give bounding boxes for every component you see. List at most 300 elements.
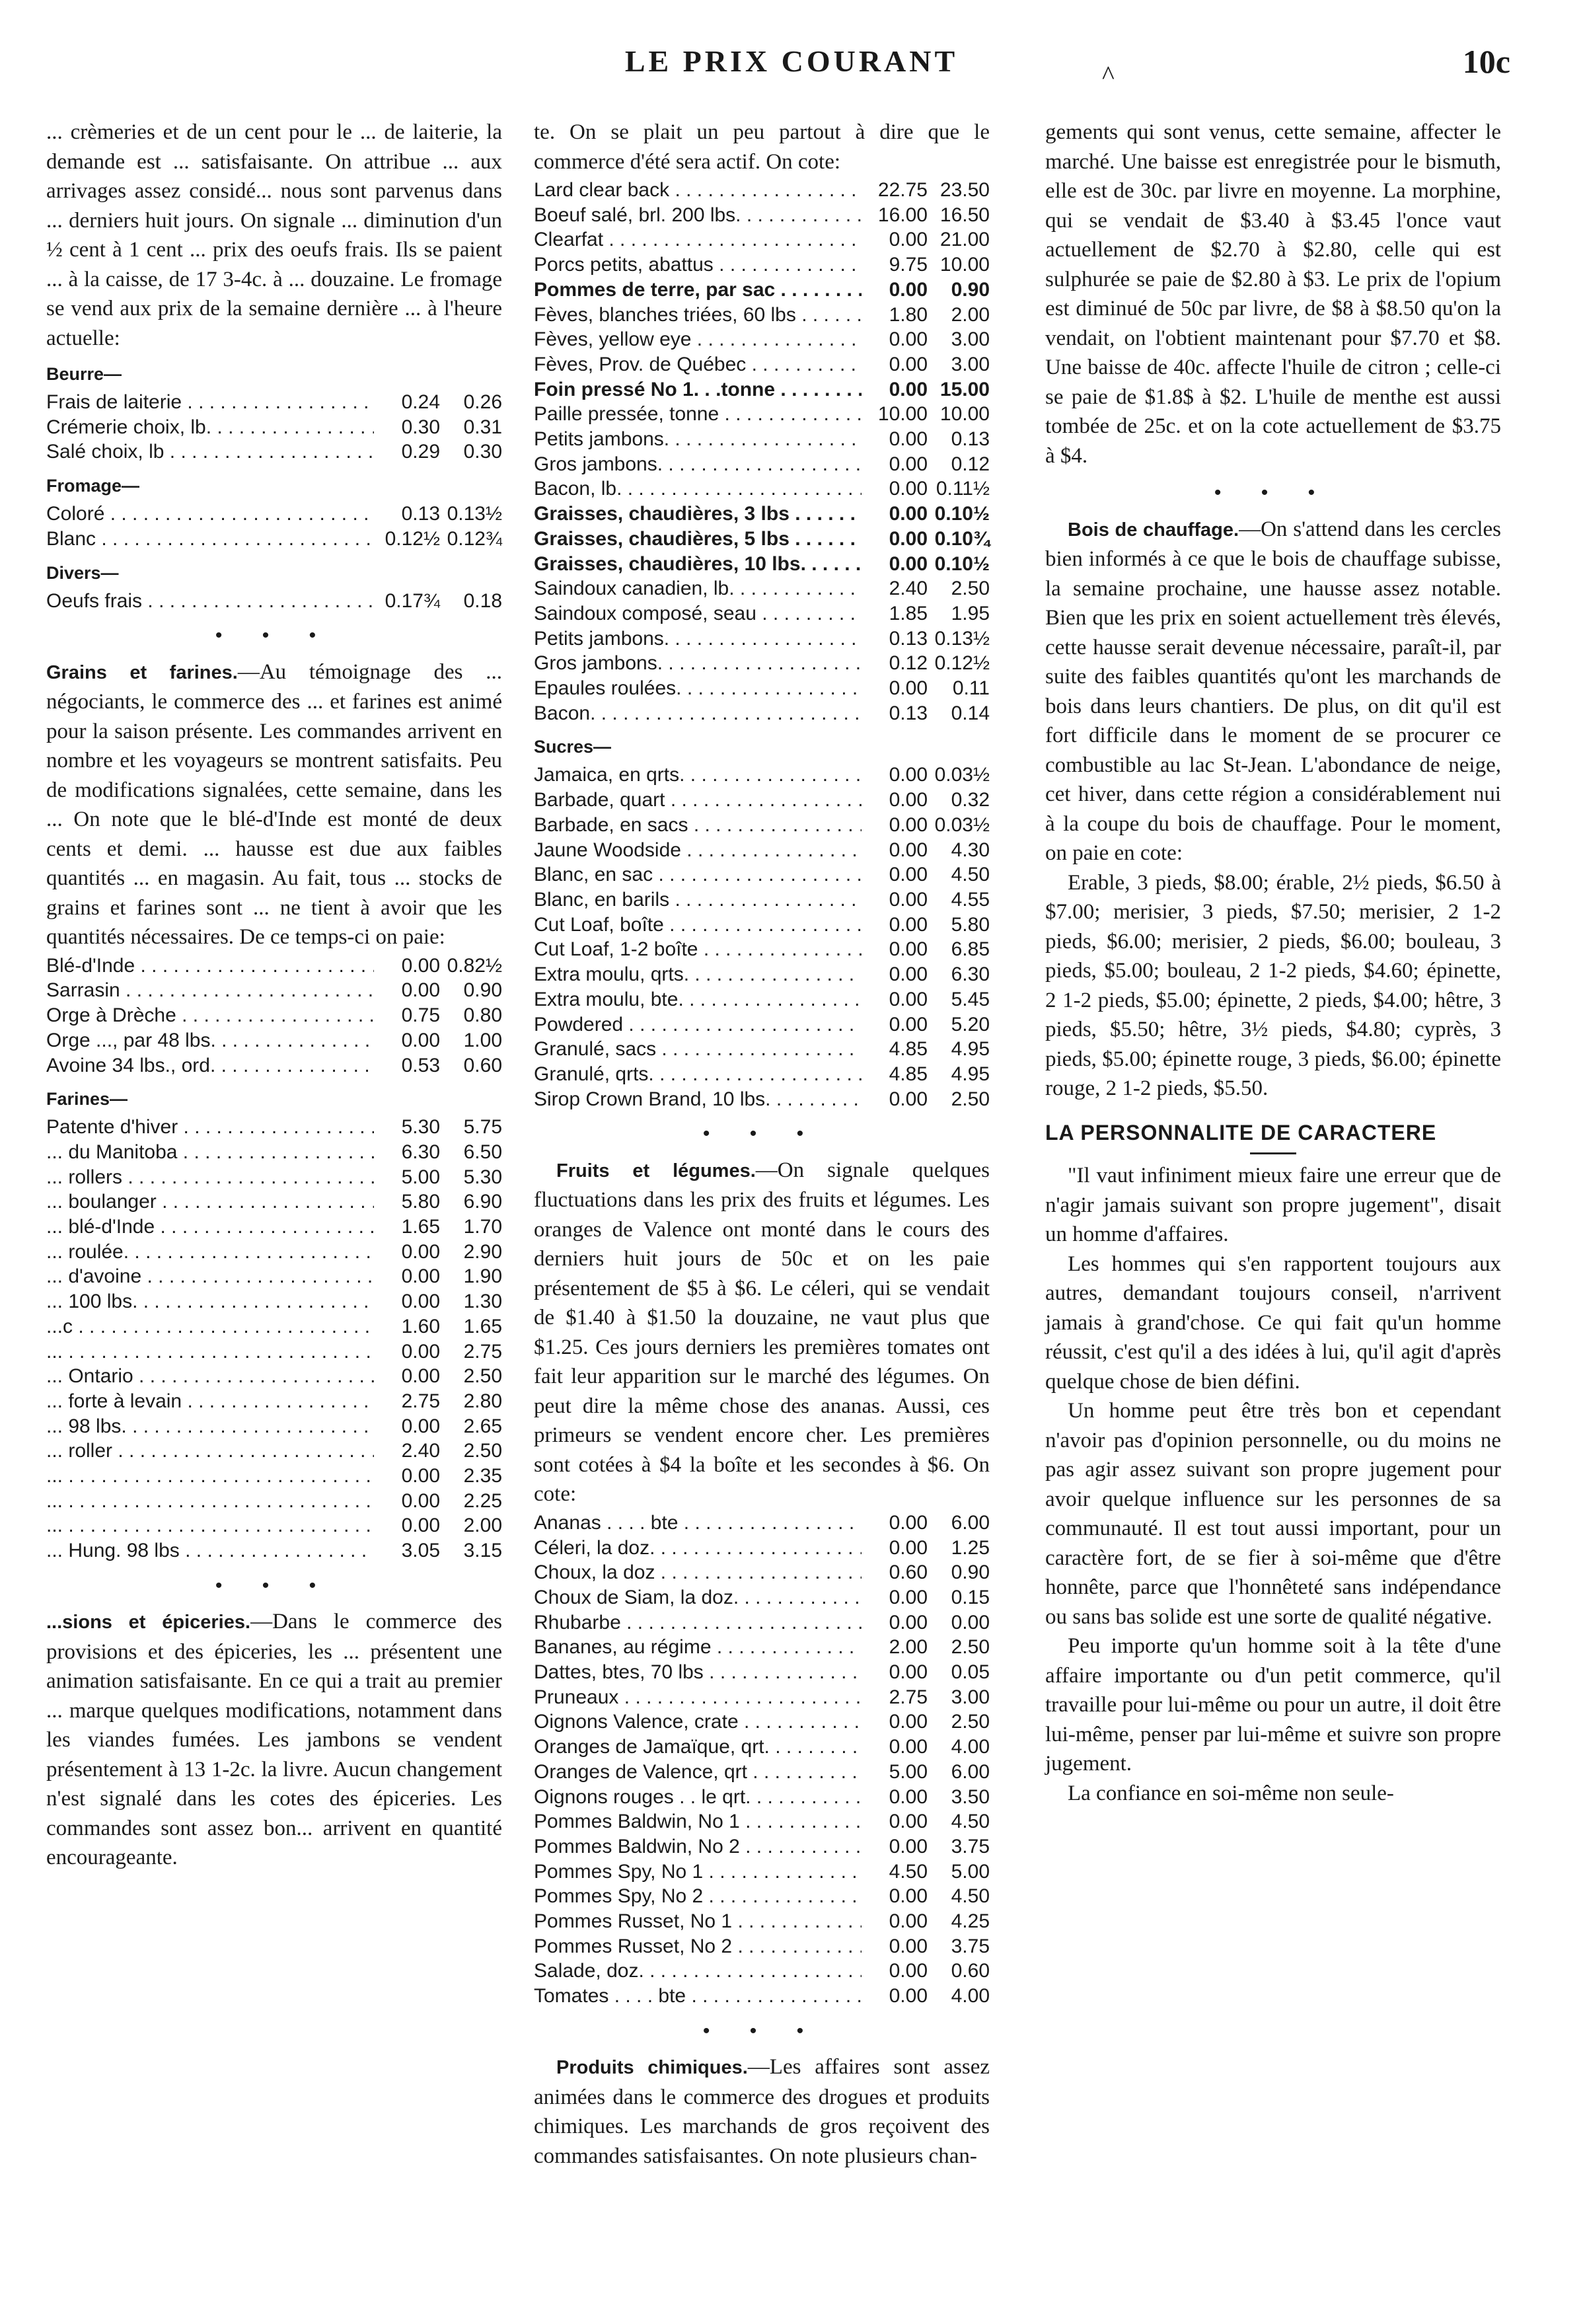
sucres-table [534,763,990,1111]
price-row [46,439,502,465]
price-row [534,1884,990,1909]
price-high: 0.82½ [447,954,502,977]
price-row [534,1560,990,1585]
section-divider: • • • [215,1574,334,1596]
price-high: 3.50 [951,1785,990,1808]
item-name: Blanc, en sac . . . [534,862,862,887]
price-low: 1.60 [401,1315,440,1337]
chimiques-heading: Produits chimiques. [556,2057,748,2079]
price-row [534,552,990,577]
price-low: 0.12 [889,652,928,675]
item-name: Jamaica, en qrts. . . . [534,763,862,788]
price-high: 3.00 [951,328,990,351]
price-high: 2.50 [951,1088,990,1110]
price-row [534,1859,990,1885]
item-name: Epaules roulées. . . . [534,676,862,701]
item-name: Oignons rouges . . le qrt. . . . [534,1785,862,1810]
grains-text: —Au témoignage des ... négociants, le commerce des ... et farines est animé pour la saison présente. Les commandes arrivent en nombre et les voyageurs se montrent satisfaits. Peu de modifications signalées, cette semaine, dans les ... On note que le blé-d'Inde est monté de deux cents et demi. ... hausse est due aux faibles quantités ... en magasin. Au fait, tous ... stocks de grains et farines sont ... ne tient à avoir que les quantités nécessaires. De ce temps-ci on paie: [46,659,502,950]
price-row [534,1834,990,1859]
price-row [534,1660,990,1685]
price-low: 0.60 [889,1561,928,1584]
price-high: 2.50 [951,578,990,600]
price-low: 0.00 [889,1811,928,1833]
item-name: Pommes Baldwin, No 2 . . . [534,1834,862,1859]
item-name: Fèves, yellow eye . . . [534,327,862,352]
item-name: ... 100 lbs. . . . [46,1289,374,1314]
price-low: 0.00 [889,888,928,911]
item-name: Porcs petits, abattus . . . [534,252,862,278]
item-name: Cut Loaf, 1-2 boîte . . . [534,937,862,962]
item-name: Extra moulu, qrts. . . . [534,962,862,987]
price-row [534,452,990,477]
price-low: 0.00 [889,229,928,251]
price-row [534,701,990,726]
price-row [534,1087,990,1112]
item-name: Orge à Drèche . . . [46,1003,374,1028]
item-name: ... . . . [46,1513,374,1538]
item-name: Pommes Russet, No 1 . . . [534,1909,862,1934]
price-row [46,1289,502,1314]
item-name: Barbade, en sacs . . . [534,813,862,838]
price-row [46,1414,502,1439]
price-low: 0.00 [889,789,928,811]
price-high: 2.50 [463,1365,502,1388]
price-row [46,1314,502,1339]
price-low: 0.00 [401,1340,440,1363]
price-high: 2.00 [951,303,990,326]
provisions-intro: te. On se plait un peu partout à dire que le commerce d'été sera actif. On cote: [534,120,990,174]
price-low: 0.00 [889,864,928,886]
item-name: Clearfat . . . [534,227,862,252]
price-high: 0.12 [951,453,990,475]
price-low: 0.53 [401,1054,440,1076]
price-low: 0.00 [889,1586,928,1608]
price-row [534,377,990,402]
item-name: Granulé, sacs . . . [534,1037,862,1062]
price-row [534,1685,990,1710]
item-name: Bananes, au régime . . . [534,1635,862,1660]
item-name: Jaune Woodside . . . [534,838,862,863]
price-row [534,887,990,913]
price-low: 5.00 [401,1166,440,1188]
item-name: Bacon. . . . [534,701,862,726]
price-row [46,1513,502,1538]
price-low: 2.40 [401,1440,440,1462]
bois-heading: Bois de chauffage. [1068,519,1239,541]
dairy-intro: ... crèmeries et de un cent pour le ... de laiterie, la demande est ... satisfaisante. On attribue ... aux arrivages assez considé... nous sont parvenus dans ... derniers huit jours. On signale ... diminution d'un ½ cent à 1 cent ... prix des oeufs frais. Ils se paient ... à la caisse, de 17 3-4c. à ... douzaine. Le fromage se vend aux prix de la semaine dernière ... à l'heure actuelle: [46,120,502,350]
item-name: Rhubarbe . . . [534,1610,862,1635]
price-low: 1.80 [889,303,928,326]
price-row [46,954,502,979]
price-low: 2.00 [889,1636,928,1659]
item-name: Oranges de Valence, qrt . . . [534,1760,862,1785]
price-high: 2.50 [951,1711,990,1733]
price-high: 0.13½ [934,627,990,650]
price-low: 0.13 [889,702,928,724]
item-name: ... roller . . . [46,1439,374,1464]
price-high: 6.85 [951,938,990,961]
price-row [534,476,990,502]
item-name: Frais de laiterie . . . [46,390,374,415]
grains-table [46,954,502,1078]
item-name: Oeufs frais . . . [46,589,374,614]
price-row [534,402,990,427]
item-name: Fèves, blanches triées, 60 lbs . . . [534,303,862,328]
price-high: 0.00 [951,1611,990,1633]
beurre-table [46,390,502,465]
price-row [534,1610,990,1635]
price-high: 0.11½ [936,478,990,500]
price-low: 10.00 [877,403,928,426]
article-paragraph: Peu importe qu'un homme soit à la tête d'une affaire importante ou d'un petit commerce, qu'il travaille pour lui-même ou pour un autre, il doit être lui-même, penser par lui-même et suivre son propre jugement. [1045,1634,1501,1776]
item-name: Petits jambons. . . . [534,626,862,652]
price-high: 0.80 [463,1004,502,1027]
price-high: 3.75 [951,1835,990,1857]
price-high: 0.12½ [934,652,990,675]
price-high: 5.80 [951,913,990,936]
price-row [46,527,502,552]
item-name: Salade, doz. . . . [534,1959,862,1984]
price-high: 1.95 [951,602,990,624]
price-high: 5.00 [951,1860,990,1883]
price-high: 10.00 [939,403,990,426]
item-name: Extra moulu, bte. . . . [534,987,862,1012]
item-name: Pommes Russet, No 2 . . . [534,1934,862,1959]
price-low: 0.13 [889,627,928,650]
item-name: ... forte à levain . . . [46,1389,374,1414]
price-high: 15.00 [939,378,990,400]
price-row [534,1037,990,1062]
price-low: 0.00 [889,913,928,936]
item-name: Bacon, lb. . . . [534,476,862,502]
price-row [534,676,990,701]
price-low: 0.00 [889,677,928,700]
price-row [534,626,990,652]
item-name: Petits jambons. . . . [534,427,862,452]
provisions-table [534,178,990,726]
item-name: Crémerie choix, lb. . . . [46,415,374,440]
price-low: 0.00 [889,1711,928,1733]
item-name: Graisses, chaudières, 10 lbs. . . . [534,552,862,577]
price-high: 6.00 [951,1511,990,1534]
price-high: 3.75 [951,1935,990,1957]
price-row [534,252,990,278]
price-high: 0.03½ [934,764,990,786]
price-low: 4.50 [889,1860,928,1883]
price-row [46,415,502,440]
price-high: 0.90 [463,979,502,1002]
price-high: 0.31 [463,416,502,438]
price-high: 1.65 [463,1315,502,1337]
price-row [534,651,990,676]
item-name: ... . . . [46,1339,374,1365]
article-paragraph: "Il vaut infiniment mieux faire une erreur que de n'agir jamais suivant son propre jugement", disait un homme d'affaires. [1045,1164,1501,1246]
price-high: 0.32 [951,789,990,811]
price-low: 0.00 [889,328,928,351]
price-high: 5.20 [951,1013,990,1035]
price-high: 23.50 [939,179,990,201]
item-name: ... du Manitoba . . . [46,1140,374,1165]
price-low: 0.00 [889,1960,928,1982]
price-high: 0.05 [951,1661,990,1684]
price-row [534,1984,990,2009]
price-high: 2.00 [463,1515,502,1537]
price-low: 16.00 [877,204,928,226]
item-name: Blanc, en barils . . . [534,887,862,913]
price-row [534,576,990,601]
divers-table [46,589,502,614]
item-name: ... Hung. 98 lbs . . . [46,1538,374,1563]
price-row [46,1538,502,1563]
price-low: 0.00 [401,1489,440,1512]
price-high: 4.95 [951,1063,990,1085]
price-high: 0.10½ [934,503,990,525]
price-high: 1.00 [463,1029,502,1051]
item-name: Lard clear back . . . [534,178,862,203]
farines-table [46,1115,502,1563]
price-low: 2.75 [401,1390,440,1412]
price-high: 3.15 [463,1540,502,1562]
price-low: 2.40 [889,578,928,600]
price-row [534,178,990,203]
price-row [534,913,990,938]
column-3 [1045,118,1501,1808]
item-name: Choux, la doz . . . [534,1560,862,1585]
price-low: 0.12½ [385,527,440,550]
price-low: 1.85 [889,602,928,624]
item-name: Dattes, btes, 70 lbs . . . [534,1660,862,1685]
provisions-text: —Dans le commerce des provisions et des épiceries, les ... présentent une animation satisfaisante. En ce qui a trait au premier ... marque quelques modifications, notamment dans les viandes fumées. Les jambons se vendent présentement à 13 1-2c. la livre. Aucun changement n'est signalé dans les cotes des épiceries. Les commandes sont assez bon... arrivent en quantité encourageante. [46,1610,502,1870]
price-row [534,813,990,838]
price-row [46,978,502,1003]
price-high: 1.70 [463,1216,502,1238]
price-low: 0.00 [889,764,928,786]
price-high: 0.14 [951,702,990,724]
price-high: 6.30 [951,963,990,986]
item-name: Fèves, Prov. de Québec . . . [534,352,862,377]
price-low: 0.00 [889,1910,928,1933]
bois-text: —On s'attend dans les cercles bien informés à ce que le bois de chauffage subisse, la semaine prochaine, une hausse assez notable. Bien que les prix en soient actuellement très élevés, cette hausse serait devenue nécessaire, paraît-il, par suite des faibles quantités qu'ont les marchands de bois dans leurs chantiers. De plus, on dit qu'il est fort difficile dans le moment de se procurer ce combustible au lac St-Jean. L'abondance de neige, cet hiver, dans cette région a considérablement nui à la coupe du bois de chauffage. Pour le moment, on paie en cote: [1045,517,1501,865]
column-2 [534,118,990,2171]
price-row [534,203,990,228]
item-name: ... blé-d'Inde . . . [46,1215,374,1240]
price-row [46,1489,502,1514]
price-row [534,1062,990,1087]
price-row [534,1785,990,1810]
price-high: 4.00 [951,1985,990,2007]
price-row [534,1585,990,1610]
item-name: Choux de Siam, la doz. . . . [534,1585,862,1610]
fruits-heading: Fruits et légumes. [556,1160,756,1181]
price-low: 0.00 [889,938,928,961]
sucres-title: Sucres— [534,737,612,757]
price-high: 2.50 [951,1636,990,1659]
page-number: 10c [1462,43,1510,80]
price-row [46,1464,502,1489]
price-high: 0.90 [951,1561,990,1584]
price-low: 0.00 [889,1611,928,1633]
price-low: 0.00 [889,378,928,400]
price-row [46,1339,502,1365]
price-row [46,390,502,415]
price-low: 0.00 [889,353,928,375]
beurre-title: Beurre— [46,364,122,384]
item-name: ... Ontario . . . [46,1364,374,1389]
price-low: 0.00 [889,1935,928,1957]
price-high: 4.25 [951,1910,990,1933]
item-name: Pommes Spy, No 2 . . . [534,1884,862,1909]
price-low: 0.00 [889,988,928,1010]
divers-title: Divers— [46,562,119,583]
price-high: 2.35 [463,1465,502,1487]
price-high: 2.50 [463,1440,502,1462]
price-low: 0.00 [889,1536,928,1559]
item-name: Tomates . . . . bte . . . [534,1984,862,2009]
article-paragraph: Les hommes qui s'en rapportent toujours aux autres, demandant toujours conseil, n'arrivent jamais à grand'chose. Ce qui fait qu'un homme réussit, c'est qu'il a des idées à lui, qu'il agit d'après quelque chose de bien défini. [1045,1252,1501,1394]
price-row [534,278,990,303]
item-name: ... boulanger . . . [46,1189,374,1215]
price-low: 0.00 [889,1511,928,1534]
price-row [46,1140,502,1165]
item-name: Coloré . . . [46,502,374,527]
price-low: 0.00 [401,1240,440,1263]
price-row [46,1165,502,1190]
item-name: Oignons Valence, crate . . . [534,1709,862,1735]
price-row [534,1635,990,1660]
section-divider: • • • [702,2019,821,2042]
item-name: Orge ..., par 48 lbs. . . . [46,1028,374,1053]
price-row [46,1264,502,1289]
item-name: Céleri, la doz. . . . [534,1536,862,1561]
price-low: 0.00 [889,1661,928,1684]
price-row [534,1934,990,1959]
price-low: 0.00 [401,1415,440,1437]
price-row [46,1003,502,1028]
price-high: 0.60 [463,1054,502,1076]
price-high: 0.18 [463,589,502,612]
item-name: ... d'avoine . . . [46,1264,374,1289]
price-row [46,1389,502,1414]
price-row [534,937,990,962]
price-low: 0.00 [889,1013,928,1035]
price-row [534,788,990,813]
price-high: 4.95 [951,1038,990,1061]
price-high: 2.75 [463,1340,502,1363]
printer-mark-icon: ^ [1102,60,1115,90]
price-high: 0.10¾ [934,527,990,550]
price-low: 5.80 [401,1191,440,1213]
price-row [534,987,990,1012]
price-high: 0.26 [463,391,502,413]
price-high: 5.30 [463,1166,502,1188]
price-low: 0.00 [889,478,928,500]
price-low: 4.85 [889,1063,928,1085]
item-name: Graisses, chaudières, 3 lbs . . . [534,502,862,527]
price-row [534,1536,990,1561]
price-low: 0.24 [401,391,440,413]
price-low: 0.00 [889,278,928,301]
price-low: 0.75 [401,1004,440,1027]
price-high: 6.50 [463,1141,502,1163]
price-row [534,1709,990,1735]
bois-prices: Erable, 3 pieds, $8.00; érable, 2½ pieds, $6.50 à $7.00; merisier, 3 pieds, $7.50; merisier, 2 1-2 pieds, $6.00; merisier, 2 pieds, $6.00; bouleau, 3 pieds, $5.00; bouleau, 2 1-2 pieds, $4.60; épinette, 2 1-2 pieds, $5.00; épinette, 2 pieds, $4.00; hêtre, 3 pieds, $5.50; hêtre, 3½ pieds, $4.80; cyprès, 3 pieds, $5.00; épinette rouge, 3 pieds, $6.00; épinette rouge, 2 1-2 pieds, $5.50. [1045,870,1501,1100]
price-low: 5.30 [401,1116,440,1139]
price-low: 0.00 [889,552,928,575]
chimiques-text: —Les affaires sont assez animées dans le commerce des drogues et produits chimiques. Les marchands de gros reçoivent des commandes satisfaisantes. On note plusieurs chan- [534,2055,990,2168]
price-row [46,1240,502,1265]
section-divider: • • • [702,1123,821,1145]
item-name: Pruneaux . . . [534,1685,862,1710]
price-row [46,1215,502,1240]
price-high: 0.13½ [447,503,502,525]
price-high: 4.55 [951,888,990,911]
price-row [534,962,990,987]
column-1 [46,118,502,1873]
price-high: 0.15 [951,1586,990,1608]
price-low: 0.29 [401,441,440,463]
price-row [534,427,990,452]
price-high: 4.00 [951,1736,990,1758]
price-high: 5.75 [463,1116,502,1139]
item-name: Pommes de terre, par sac . . . [534,278,862,303]
price-high: 4.30 [951,839,990,861]
price-row [534,1735,990,1760]
price-row [534,763,990,788]
price-high: 0.03½ [934,813,990,836]
price-low: 4.85 [889,1038,928,1061]
grains-heading: Grains et farines. [46,661,238,683]
item-name: Blanc . . . [46,527,374,552]
item-name: ... roulée. . . . [46,1240,374,1265]
item-name: Powdered . . . [534,1012,862,1037]
price-low: 0.00 [889,963,928,986]
chimiques-continued: gements qui sont venus, cette semaine, affecter le marché. Une baisse est enregistrée pour le bismuth, elle est de 30c. par livre en moyenne. La morphine, qui se vendait de $3.40 à $3.45 l'once vaut actuellement de $2.70 à $2.80, celle qui est sulphurée se paie de $2.80 à $3. Le prix de l'opium est diminué de 50c par livre, de $8 à $8.50 qu'on la vendait, on l'obtient maintenant pour $7.70 et $8. Une baisse de 40c. affecte l'huile de citron ; celle-ci se paie de $1.8$ à $2. L'huile de menthe est aussi tombée de 25c. et on la cote actuellement de $3.75 à $4. [1045,120,1501,468]
item-name: ...c . . . [46,1314,374,1339]
item-name: Paille pressée, tonne . . . [534,402,862,427]
item-name: Ananas . . . . bte . . . [534,1511,862,1536]
price-row [534,1959,990,1984]
price-low: 0.00 [401,1029,440,1051]
price-high: 2.65 [463,1415,502,1437]
item-name: ... . . . [46,1489,374,1514]
price-high: 0.60 [951,1960,990,1982]
price-row [46,502,502,527]
price-high: 0.11 [952,677,990,700]
item-name: Salé choix, lb . . . [46,439,374,465]
price-high: 4.50 [951,864,990,886]
price-high: 0.13 [951,428,990,451]
price-high: 2.80 [463,1390,502,1412]
fromage-title: Fromage— [46,476,140,496]
item-name: Sarrasin . . . [46,978,374,1003]
price-low: 0.00 [889,1785,928,1808]
price-row [534,1012,990,1037]
price-high: 2.90 [463,1240,502,1263]
price-high: 5.45 [951,988,990,1010]
price-row [534,327,990,352]
item-name: Patente d'hiver . . . [46,1115,374,1140]
item-name: Boeuf salé, brl. 200 lbs. . . . [534,203,862,228]
price-high: 0.10½ [934,552,990,575]
price-row [46,1364,502,1389]
price-high: 6.00 [951,1760,990,1783]
price-low: 9.75 [889,254,928,276]
price-row [534,502,990,527]
price-row [534,1909,990,1934]
price-low: 0.00 [889,1835,928,1857]
price-row [46,589,502,614]
price-low: 0.00 [889,1885,928,1908]
